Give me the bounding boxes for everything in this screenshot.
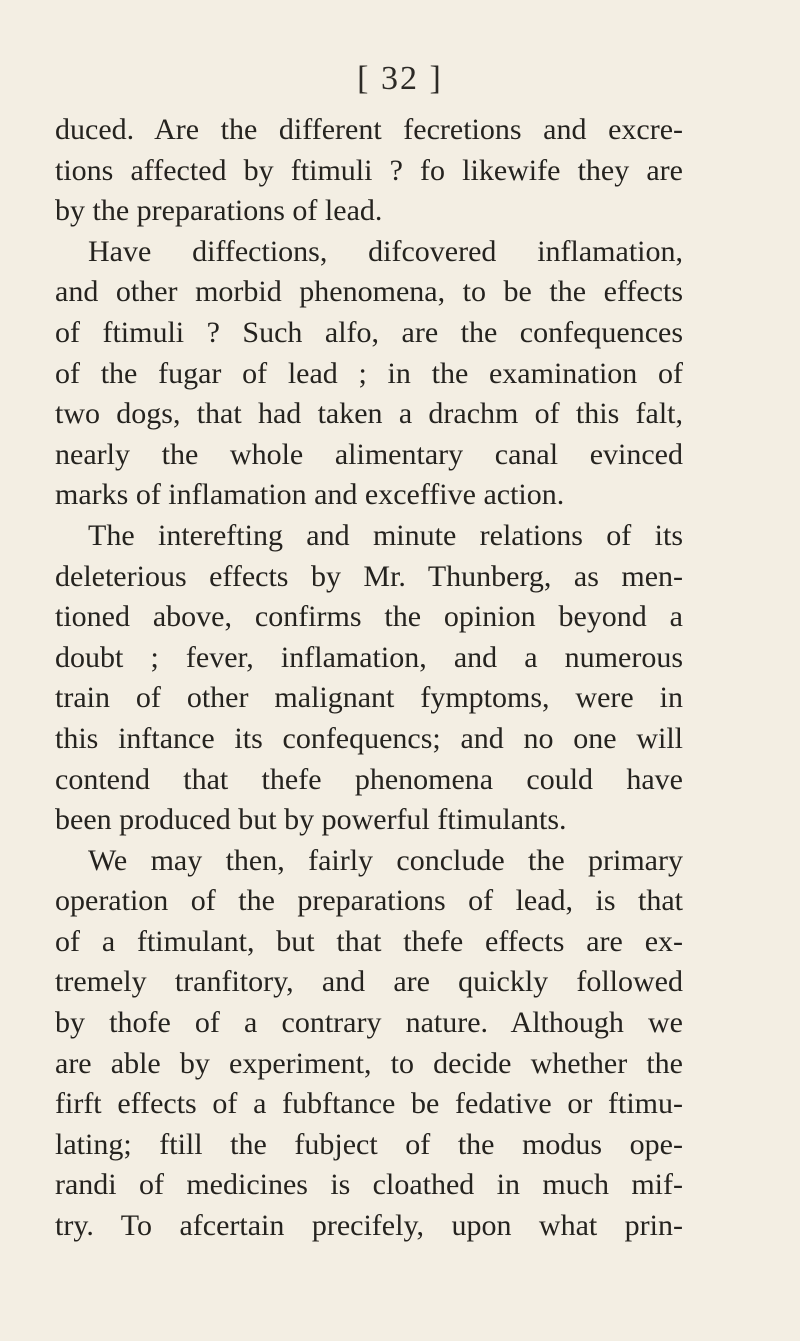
text-line: We may then, fairly conclude the primary xyxy=(88,843,683,877)
text-line: lating; ftill the fubject of the modus ope- xyxy=(55,1127,683,1161)
text-line: try. To afcertain precifely, upon what prin- xyxy=(55,1209,683,1243)
text-line: duced. Are the different fecretions and excre- xyxy=(55,113,683,146)
text-line: of ftimuli ? Such alfo, are the confequences xyxy=(55,315,683,349)
text-line: this inftance its confequencs; and no one will xyxy=(55,721,683,755)
text-line: doubt ; fever, inflamation, and a numerous xyxy=(55,640,683,674)
text-line: deleterious effects by Mr. Thunberg, as men- xyxy=(55,559,683,593)
text-line: tions affected by ftimuli ? fo likewife they are xyxy=(55,153,683,187)
text-line: train of other malignant fymptoms, were in xyxy=(55,681,683,715)
page-number: [ 32 ] xyxy=(357,60,443,97)
text-line: Have diffections, difcovered inflamation, xyxy=(88,234,683,268)
text-line: The interefting and minute relations of its xyxy=(88,518,683,552)
text-line: are able by experiment, to decide whether the xyxy=(55,1046,683,1080)
text-line: by the preparations of lead. xyxy=(55,194,383,228)
text-line: marks of inflamation and exceffive action. xyxy=(55,478,565,512)
text-line: of a ftimulant, but that thefe effects are ex- xyxy=(55,924,683,958)
text-line: tioned above, confirms the opinion beyond a xyxy=(55,600,683,634)
text-line: nearly the whole alimentary canal evinced xyxy=(55,437,683,471)
text-line: been produced but by powerful ftimulants. xyxy=(55,803,567,837)
text-line: and other morbid phenomena, to be the effects xyxy=(55,275,683,309)
text-line: by thofe of a contrary nature. Although we xyxy=(55,1006,683,1040)
text-line: firft effects of a fubftance be fedative or ftimu- xyxy=(55,1087,683,1121)
text-line: randi of medicines is cloathed in much mif- xyxy=(55,1168,683,1202)
body-text xyxy=(55,110,683,1247)
text-line: tremely tranfitory, and are quickly followed xyxy=(55,965,683,999)
text-line: of the fugar of lead ; in the examination of xyxy=(55,356,683,390)
text-line: contend that thefe phenomena could have xyxy=(55,762,683,796)
text-line: two dogs, that had taken a drachm of this falt, xyxy=(55,397,683,431)
text-line: operation of the preparations of lead, is that xyxy=(55,884,683,918)
